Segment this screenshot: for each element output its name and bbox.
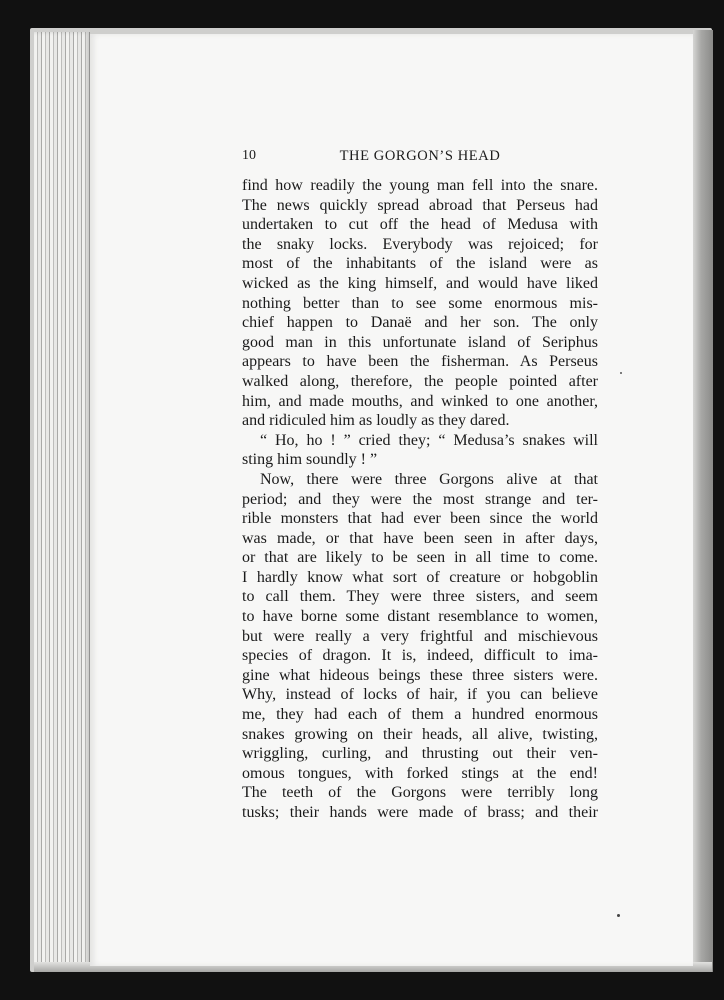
running-title: THE GORGON’S HEAD bbox=[339, 148, 501, 164]
text-line: undertaken to cut off the head of Medusa with bbox=[242, 216, 598, 234]
text-line: the snaky locks. Everybody was rejoiced; for bbox=[242, 235, 598, 253]
text-line: good man in this unfortunate island of Seriphus bbox=[242, 333, 598, 351]
text-line: period; and they were the most strange and ter- bbox=[242, 490, 598, 508]
text-line: snakes growing on their heads, all alive, twisting, bbox=[242, 725, 598, 743]
text-line: find how readily the young man fell into the snare. bbox=[242, 177, 598, 194]
text-line: gine what hideous beings these three sisters were. bbox=[242, 666, 598, 684]
text-line: Now, there were three Gorgons alive at that bbox=[260, 470, 598, 488]
running-head bbox=[242, 148, 598, 170]
text-line: Why, instead of locks of hair, if you can believe bbox=[242, 686, 598, 704]
text-line: me, they had each of them a hundred enormous bbox=[242, 706, 598, 724]
text-line: but were really a very frightful and mischievous bbox=[242, 627, 598, 645]
text-line: The news quickly spread abroad that Perseus had bbox=[242, 196, 598, 214]
text-line: omous tongues, with forked stings at the end! bbox=[242, 764, 598, 782]
body-text bbox=[242, 176, 598, 823]
text-line: walked along, therefore, the people pointed after bbox=[242, 372, 598, 390]
paper-speck bbox=[620, 372, 622, 374]
text-line: wicked as the king himself, and would have liked bbox=[242, 274, 598, 292]
text-line: The teeth of the Gorgons were terribly long bbox=[242, 784, 598, 802]
text-line: was made, or that have been seen in after days, bbox=[242, 529, 598, 547]
paper-speck bbox=[617, 914, 620, 917]
text-line: or that are likely to be seen in all time to come. bbox=[242, 549, 598, 567]
page-stack-edges bbox=[34, 32, 90, 968]
text-line: “ Ho, ho ! ” cried they; “ Medusa’s snakes will bbox=[260, 431, 598, 449]
text-line: sting him soundly ! ” bbox=[242, 451, 378, 469]
text-line: and ridiculed him as loudly as they dared. bbox=[242, 412, 510, 430]
text-line: wriggling, curling, and thrusting out their ven- bbox=[242, 745, 598, 763]
page-number: 10 bbox=[242, 148, 256, 163]
text-line: to have borne some distant resemblance to women, bbox=[242, 608, 598, 626]
book-right-edge bbox=[693, 30, 713, 972]
text-line: most of the inhabitants of the island were as bbox=[242, 255, 598, 273]
text-line: tusks; their hands were made of brass; and their bbox=[242, 804, 598, 821]
text-line: appears to have been the fisherman. As Perseus bbox=[242, 353, 598, 371]
text-line: nothing better than to see some enormous mis- bbox=[242, 294, 598, 312]
text-line: chief happen to Danaë and her son. The only bbox=[242, 314, 598, 332]
text-line: I hardly know what sort of creature or hobgoblin bbox=[242, 568, 598, 586]
text-line: rible monsters that had ever been since the world bbox=[242, 510, 598, 528]
text-line: him, and made mouths, and winked to one another, bbox=[242, 392, 598, 410]
text-line: to call them. They were three sisters, and seem bbox=[242, 588, 598, 606]
text-line: species of dragon. It is, indeed, difficult to ima- bbox=[242, 647, 598, 665]
